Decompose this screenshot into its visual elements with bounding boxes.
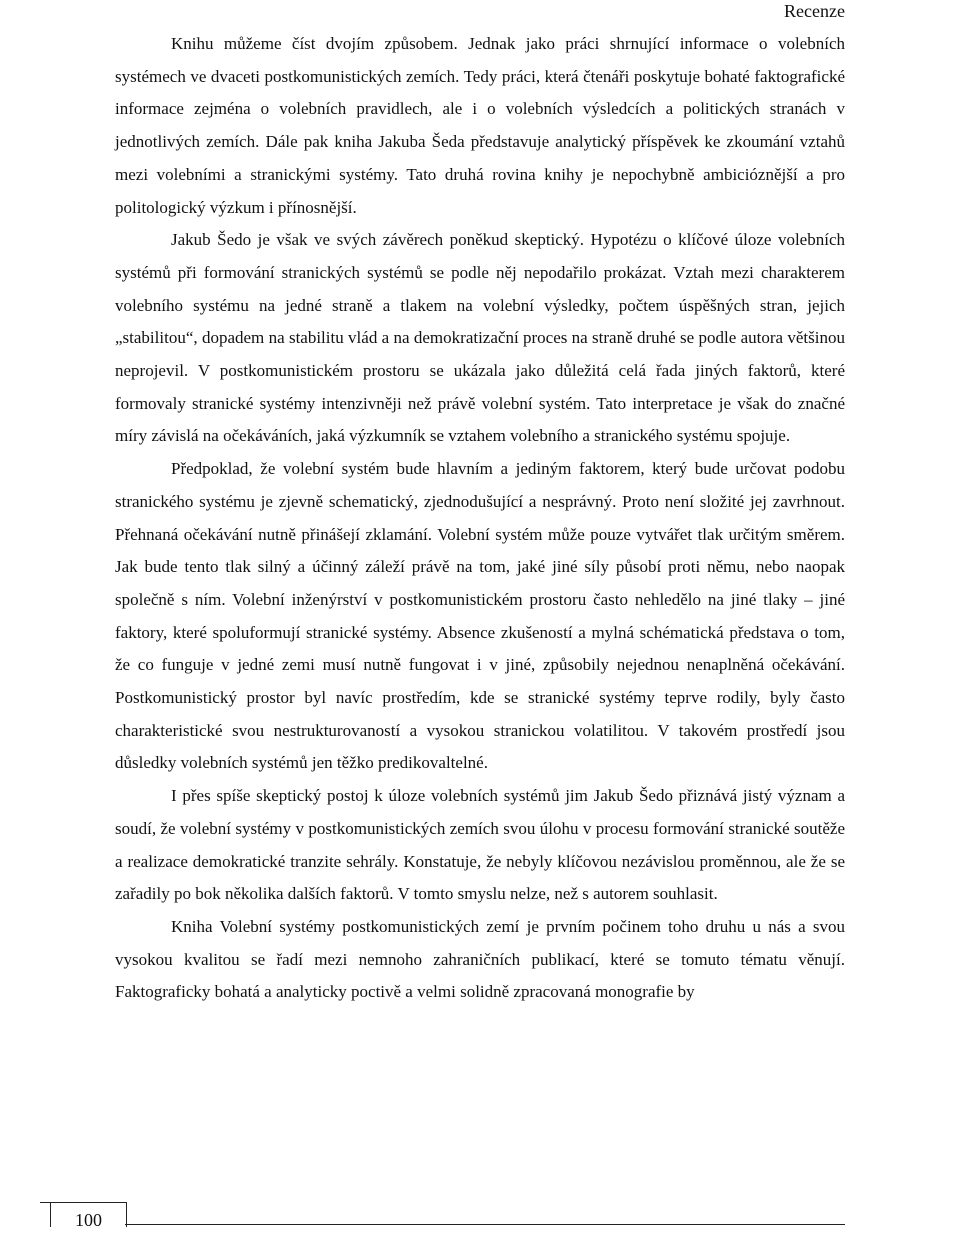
paragraph: Předpoklad, že volební systém bude hlavním a jediným faktorem, který bude určovat podobu stranického systému je zjevně schematický, zjednodušující a nesprávný. Proto není složité jej zavrhnout. Přehnaná očekávání nutně přinášejí zklamání. Volební systém může pouze vytvářet tlak určitým směrem. Jak bude tento tlak silný a účinný záleží právě na tom, jaké jiné síly působí proti němu, nebo naopak společně s ním. Volební inženýrství v postkomunistickém prostoru často nehledělo na jiné tlaky – jiné faktory, které spoluformují stranické systémy. Absence zkušeností a mylná schématická představa o tom, že co funguje v jedné zemi musí nutně fungovat i v jiné, způsobily nejednou nenaplněná očekávání. Postkomunistický prostor byl navíc prostředím, kde se stranické systémy teprve rodily, byly často charakteristické svou nestrukturovaností a vysokou stranickou volatilitou. V takovém prostředí jsou důsledky volebních systémů jen těžko predikovaltelné. xyxy=(115,459,845,773)
footer-rule-left xyxy=(40,1202,50,1203)
footer-rule xyxy=(125,1224,845,1225)
paragraph: Kniha Volební systémy postkomunistických zemí je prvním počinem toho druhu u nás a svou vysokou kvalitou se řadí mezi nemnoho zahraničních publikací, které se tomuto tématu věnují. Faktograficky bohatá a analyticky poctivě a velmi solidně zpracovaná monografie by xyxy=(115,916,845,1002)
paragraph: I přes spíše skeptický postoj k úloze volebních systémů jim Jakub Šedo přiznává jistý význam a soudí, že volební systémy v postkomunistických zemích svou úlohu v procesu formování stranické soutěže a realizace demokratické tranzite sehrály. Konstatuje, že nebyly klíčovou nezávislou proměnnou, ale že se zařadily po bok několika dalších faktorů. V tomto smyslu nelze, než s autorem souhlasit. xyxy=(115,786,845,904)
paragraph: Knihu můžeme číst dvojím způsobem. Jednak jako práci shrnující informace o volebních systémech ve dvaceti postkomunistických zemích. Tedy práci, která čtenáři poskytuje bohaté faktografické informace zejména o volebních pravidlech, ale i o volebních výsledcích a politických stranách v jednotlivých zemích. Dále pak kniha Jakuba Šeda představuje analytický příspěvek ke zkoumání vztahů mezi volebními a stranickými systémy. Tato druhá rovina knihy je nepochybně ambicióznější a pro politologický výzkum i přínosnější. xyxy=(115,34,845,217)
paragraph: Jakub Šedo je však ve svých závěrech poněkud skeptický. Hypotézu o klíčové úloze volebních systémů při formování stranických systémů se podle něj nepodařilo prokázat. Vztah mezi charakterem volebního systému na jedné straně a tlakem na volební výsledky, počtem úspěšných stran, jejich „stabilitou“, dopadem na stabilitu vlád a na demokratizační proces na straně druhé se podle autora většinou neprojevil. V postkomunistickém prostoru se ukázala jako důležitá celá řada jiných faktorů, které formovaly stranické systémy intenzivněji než právě volební systém. Tato interpretace je však do značné míry závislá na očekáváních, jaká výzkumník se vztahem volebního a stranického systému spojuje. xyxy=(115,230,845,446)
review-body xyxy=(115,28,845,1009)
page-number: 100 xyxy=(50,1202,127,1227)
running-header: Recenze xyxy=(784,1,845,21)
